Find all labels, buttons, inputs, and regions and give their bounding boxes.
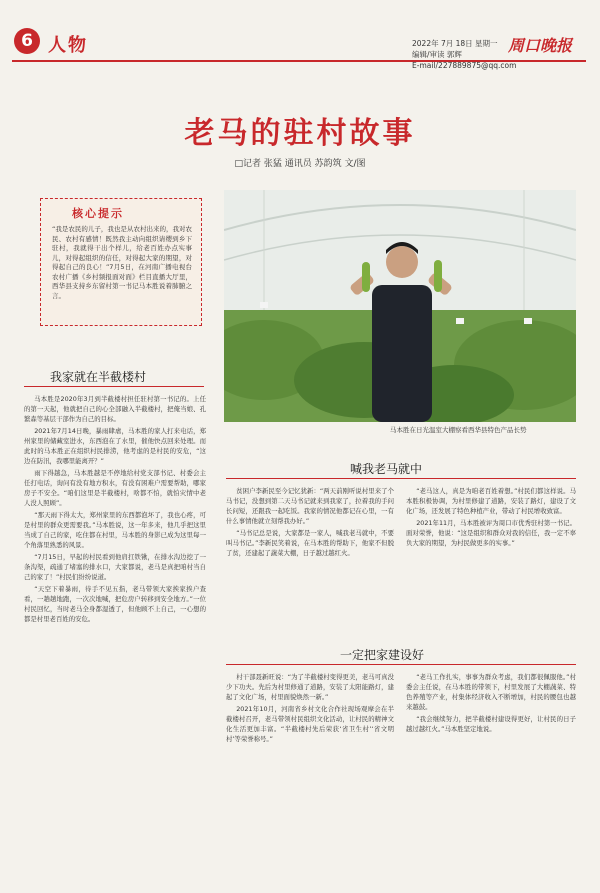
section2-right-col bbox=[406, 486, 576, 626]
paragraph: 2021年11月，马本胜被评为周口市优秀驻村第一书记。面对荣誉，他说：“这是组织和群众对我的信任，我一定不辜负大家的期望，为村民做更多的实事。” bbox=[406, 519, 576, 547]
header-meta bbox=[412, 38, 516, 71]
paragraph: “我会继续努力，把半截楼村建设得更好，让村民的日子越过越红火。”马本胜坚定地说。 bbox=[406, 715, 576, 733]
page-number-badge: 6 bbox=[14, 28, 40, 54]
section-heading-3: 一定把家建设好 bbox=[340, 648, 425, 662]
article-byline: □记者 张猛 通讯员 苏韵筑 文/图 bbox=[234, 159, 366, 169]
section-divider-2 bbox=[226, 478, 576, 479]
header-divider bbox=[12, 60, 586, 62]
section-heading-1: 我家就在半截楼村 bbox=[50, 370, 147, 384]
section1-body bbox=[24, 394, 206, 864]
paragraph: “马书记总是说，大家都是一家人，喊我老马就中，不要叫马书记。”李新民笑着说，在马本胜的帮助下，他家不但脱了贫，还建起了蔬菜大棚，日子越过越红火。 bbox=[226, 529, 394, 557]
section-name: 人物 bbox=[48, 35, 88, 56]
paragraph: 马本胜是2020年3月到半截楼村担任驻村第一书记的。上任的第一天起，他就把自己的心全部融入半截楼村，把俺当娘、孔繁森等基层干部作为自己的目标。 bbox=[24, 395, 206, 423]
section-divider-3 bbox=[226, 664, 576, 665]
paragraph: 2021年10月，河南省乡村文化合作社现场观摩会在半截楼村召开，老马带领村民组织文化活动，让村民的精神文化生活更加丰富。“半截楼村先后荣获‘省卫生村’‘省文明村’等荣誉称号。” bbox=[226, 705, 394, 743]
date-line: 2022年 7月 18日 星期一 bbox=[412, 39, 498, 48]
article-photo bbox=[224, 190, 576, 422]
paragraph: 2021年7月14日晚，暴雨肆虐，马本胜的家人打来电话，郑州家里的储藏室进水，东西泡在了水里，催他快点回来处理。而此时的马本胜正在组织村民排涝，他考虑的是村民的安危，“这边在防汛，我哪里能离开？” bbox=[24, 427, 206, 465]
section3-right-col bbox=[406, 672, 576, 868]
email-line: E-mail/227889875@qq.com bbox=[412, 61, 517, 70]
section3-left-col bbox=[226, 672, 394, 868]
photo-caption: 马本胜在日光温室大棚察看西华县特色产品长势 bbox=[390, 426, 527, 434]
paragraph: 村干部聂新旺说：“为了半截楼村变得更美，老马可真没少下功夫。先后为村里修通了道路，安装了太阳能路灯，建起了文化广场，村里面貌焕然一新。” bbox=[226, 673, 394, 701]
paragraph: “那天雨下得太大，郑州家里的东西都泡坏了，我也心疼，可是村里的群众更需要我。”马本胜说，这一年多来，他几乎把这里当成了自己的家，吃住都在村里，马本胜的身影已成为这里每一个角落里熟悉的风景。 bbox=[24, 511, 206, 549]
article-title: 老马的驻村故事 bbox=[184, 116, 416, 151]
core-hint-title: 核心提示 bbox=[72, 207, 124, 220]
paragraph: “老马工作扎实，事事为群众考虑，我们都很佩服他。”村委会主任说，在马本胜的带领下，村里发展了大棚蔬菜、特色养殖等产业，村集体经济收入不断增加，村民的腰包也越来越鼓。 bbox=[406, 673, 576, 711]
greenhouse-illustration bbox=[224, 190, 576, 422]
paragraph: “天空下着暴雨，待手不见五指，老马带领大家挨家挨户查看，一趟趟地跑，一次次地喊，把危房户转移到安全地方。”一位村民回忆，当时老马全身都湿透了，但他顾不上自己，一心想的都是村里老百姓的安危。 bbox=[24, 585, 206, 623]
core-hint-text: “我是农民的儿子，我也是从农村出来的，我对农民、农村有感情！既然我主动向组织请缨到乡下驻村，我就得干出个样儿，给老百姓办点实事儿，对得起组织的信任，对得起大家的期望，对得起自己的良心！”7月5日，在河南广播电视台农村广播《乡村频报面对面》栏目直播大厅里，西华县支持乡东留村第一书记马本胜说着肺腑之言。 bbox=[52, 225, 192, 300]
paragraph: “老马这人，真是为咱老百姓着想。”村民们都这样说。马本胜积极协调，为村里修建了道路，安装了路灯，建设了文化广场，还发展了特色种植产业，带动了村民增收致富。 bbox=[406, 487, 576, 515]
paragraph: 雨下得越急，马本胜越是不停地给村党支部书记、村委会主任打电话，询问有没有地方积水，有没有困难户需要帮助，哪家房子不安全。“咱们这里是半截楼村，啥都不怕，就怕灾情中老人没人照顾”。 bbox=[24, 469, 206, 507]
paragraph: 贫困户李新民至今记忆犹新：“两天前刚听说村里来了个马书记，没想到第二天马书记就来到我家了，拉着我的手问长问短，还跟我一起吃饭。我家的情况他都记在心里，一有什么事情他就立刻帮我办好。” bbox=[226, 487, 394, 525]
newspaper-logo: 周口晚报 bbox=[508, 36, 573, 55]
section2-left-col bbox=[226, 486, 394, 626]
editor-line: 编辑/审读 郭辉 bbox=[412, 50, 462, 59]
paragraph: “7月15日，早起的村民看到他肩扛铁锹，在排水沟边挖了一条沟渠，疏通了堵塞的排水口，大家都说，老马是真把咱村当自己的家了！”村民们纷纷说道。 bbox=[24, 553, 206, 581]
section-heading-2: 喊我老马就中 bbox=[350, 462, 423, 476]
section-divider-1 bbox=[24, 386, 204, 387]
